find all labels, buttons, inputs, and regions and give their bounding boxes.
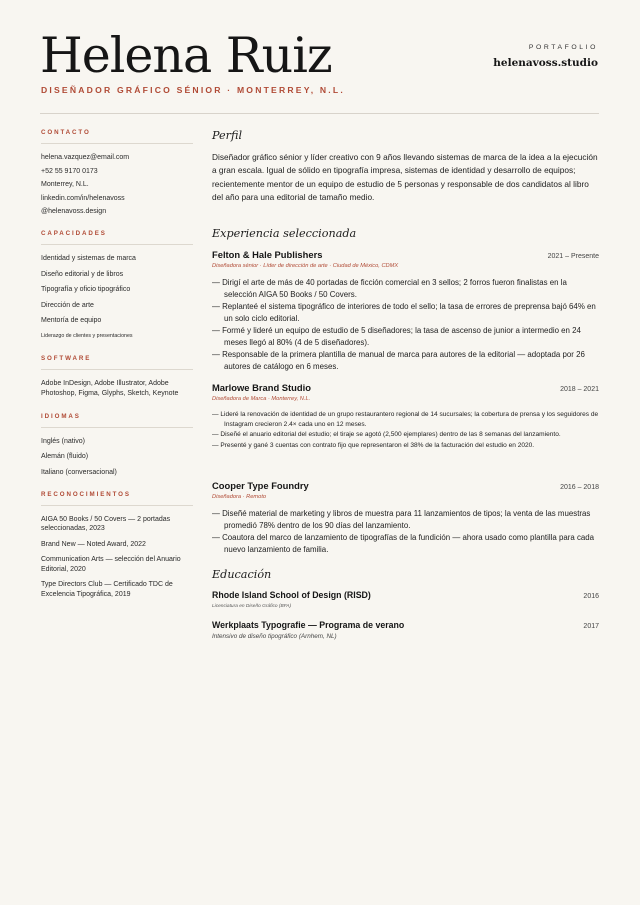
software-list: Adobe InDesign, Adobe Illustrator, Adobe Photoshop, Figma, Glyphs, Sketch, Keynote xyxy=(41,379,179,398)
skills-list xyxy=(41,254,193,342)
experience-title: Experiencia seleccionada xyxy=(212,226,357,240)
portfolio-link[interactable]: helenavoss.studio xyxy=(493,57,598,69)
profile-text: Diseñador gráfico sénior y líder creativo con 9 años llevando sistemas de marca de la idea a la ejecución a gran escala. Igual de sólido en tipografía impresa, sistemas de identidad y desarrollo de equipos; recientemente mentor de un equipo de estudio de 5 personas y responsable de dos candidatos al libro del año para una editorial de tamaño medio. xyxy=(212,152,598,203)
sidebar xyxy=(41,129,193,613)
job-bullet: — Lideré la renovación de identidad de un grupo restaurantero regional de 14 sucursales; la cobertura de prensa y los seguidores de Instagram crecieron 2.4× cada uno en 12 meses. xyxy=(212,410,599,431)
languages-heading: IDIOMAS xyxy=(41,413,193,428)
job-company: Cooper Type Foundry xyxy=(212,480,309,492)
contact-linkedin[interactable]: linkedin.com/in/helenavoss xyxy=(41,194,125,202)
skill-item: Liderazgo de clientes y presentaciones xyxy=(41,332,133,339)
job-dates: 2021 – Presente xyxy=(547,252,599,260)
software-section xyxy=(41,355,193,400)
job-bullet: — Presenté y gané 3 cuentas con contrato fijo que representaron el 38% de la facturación del estudio en 2020. xyxy=(212,441,599,451)
contact-email[interactable]: helena.vazquez@email.com xyxy=(41,154,130,161)
skill-item: Mentoría de equipo xyxy=(41,317,102,325)
job-bullet: — Coautora del marco de lanzamiento de tipografías de la fundición — ahora usado como plantilla para cada nuevo lanzamiento de familia. xyxy=(212,532,599,556)
contact-location: Monterrey, N.L. xyxy=(41,181,89,189)
award-item: Type Directors Club — Certificado TDC de Excelencia Tipográfica, 2019 xyxy=(41,581,173,599)
job-subtitle: Diseñadora sénior · Líder de dirección de arte · Ciudad de México, CDMX xyxy=(212,262,399,269)
job-bullet: — Diseñé el anuario editorial del estudio; el tiraje se agotó (2,500 ejemplares) dentro de las 8 semanas del lanzamiento. xyxy=(212,430,599,440)
education-school: Werkplaats Typografie — Programa de verano xyxy=(212,620,405,631)
language-item: Inglés (nativo) xyxy=(41,437,85,445)
profile-title: Perfil xyxy=(212,129,243,142)
header-divider xyxy=(40,113,599,114)
award-item: AIGA 50 Books / 50 Covers — 2 portadas seleccionadas, 2023 xyxy=(41,515,171,533)
skills-section xyxy=(41,230,193,342)
award-item: Communication Arts — selección del Anuario Editorial, 2020 xyxy=(41,556,181,573)
languages-list xyxy=(41,437,193,478)
skills-heading: CAPACIDADES xyxy=(41,230,193,245)
contact-list xyxy=(41,153,193,217)
job-bullet: — Diseñé material de marketing y libros de muestra para 11 lanzamientos de tipos; la venta de las muestras promedió 78% dentro de los 90 días del lanzamiento. xyxy=(212,508,599,532)
job-bullet: — Formé y lideré un equipo de estudio de 5 diseñadores; la tasa de ascenso de junior a intermedio en 24 meses llegó al 80% (4 de 5 diseñadores). xyxy=(212,325,599,349)
awards-list xyxy=(41,515,193,600)
education-title: Educación xyxy=(212,568,272,582)
skill-item: Dirección de arte xyxy=(41,301,94,309)
education-year: 2017 xyxy=(583,623,599,631)
award-item: Brand New — Noted Award, 2022 xyxy=(41,540,146,548)
job-company: Felton & Hale Publishers xyxy=(212,248,323,260)
contact-heading: CONTACTO xyxy=(41,129,193,144)
contact-phone[interactable]: +52 55 9170 0173 xyxy=(41,167,98,175)
job-subtitle: Diseñadora · Remoto xyxy=(212,494,267,501)
education-school: Rhode Island School of Design (RISD) xyxy=(212,590,371,601)
job-bullets xyxy=(212,508,599,556)
main-column xyxy=(212,129,599,640)
job-bullet: — Responsable de la primera plantilla de manual de marca para autores de la editorial — adoptada por 26 autores de catálogo en 6 meses. xyxy=(212,349,599,373)
language-item: Alemán (fluido) xyxy=(41,453,89,461)
contact-handle[interactable]: @helenavoss.design xyxy=(41,208,107,216)
job-bullet: — Dirigí el arte de más de 40 portadas de ficción comercial en 3 sellos; 2 forros fueron finalistas en la selección AIGA 50 Books / 50 Covers. xyxy=(212,277,599,301)
job-company: Marlowe Brand Studio xyxy=(212,381,311,393)
job-bullet: — Replanteé el sistema tipográfico de interiores de todo el sello; la tasa de errores de preprensa bajó 64% en un solo ciclo editorial. xyxy=(212,301,599,325)
education-year: 2016 xyxy=(583,593,599,601)
language-item: Italiano (conversacional) xyxy=(41,468,117,476)
job-bullets xyxy=(212,277,599,373)
role-location: DISEÑADOR GRÁFICO SÉNIOR · MONTERREY, N.L. xyxy=(41,85,345,95)
education-entry xyxy=(212,590,599,609)
portfolio-block xyxy=(493,44,598,69)
portfolio-label: PORTAFOLIO xyxy=(528,44,598,51)
skill-item: Identidad y sistemas de marca xyxy=(41,254,136,262)
candidate-name: Helena Ruiz xyxy=(40,27,332,84)
skill-item: Tipografía y oficio tipográfico xyxy=(41,286,131,294)
awards-heading: RECONOCIMIENTOS xyxy=(41,491,193,506)
job-entry xyxy=(212,480,599,556)
education-detail: Intensivo de diseño tipográfico (Arnhem, NL) xyxy=(212,633,337,641)
job-entry xyxy=(212,382,599,452)
job-bullets xyxy=(212,410,599,452)
job-subtitle: Diseñadora de Marca · Monterrey, N.L. xyxy=(212,395,311,402)
job-entry xyxy=(212,249,599,373)
education-entry xyxy=(212,620,599,640)
job-dates: 2016 – 2018 xyxy=(560,484,599,492)
contact-section xyxy=(41,129,193,217)
education-detail: Licenciatura en Diseño Gráfico (BFA) xyxy=(212,604,292,610)
skill-item: Diseño editorial y de libros xyxy=(41,270,124,278)
awards-section xyxy=(41,491,193,600)
languages-section xyxy=(41,413,193,478)
job-dates: 2018 – 2021 xyxy=(560,385,599,393)
software-heading: SOFTWARE xyxy=(41,355,193,370)
